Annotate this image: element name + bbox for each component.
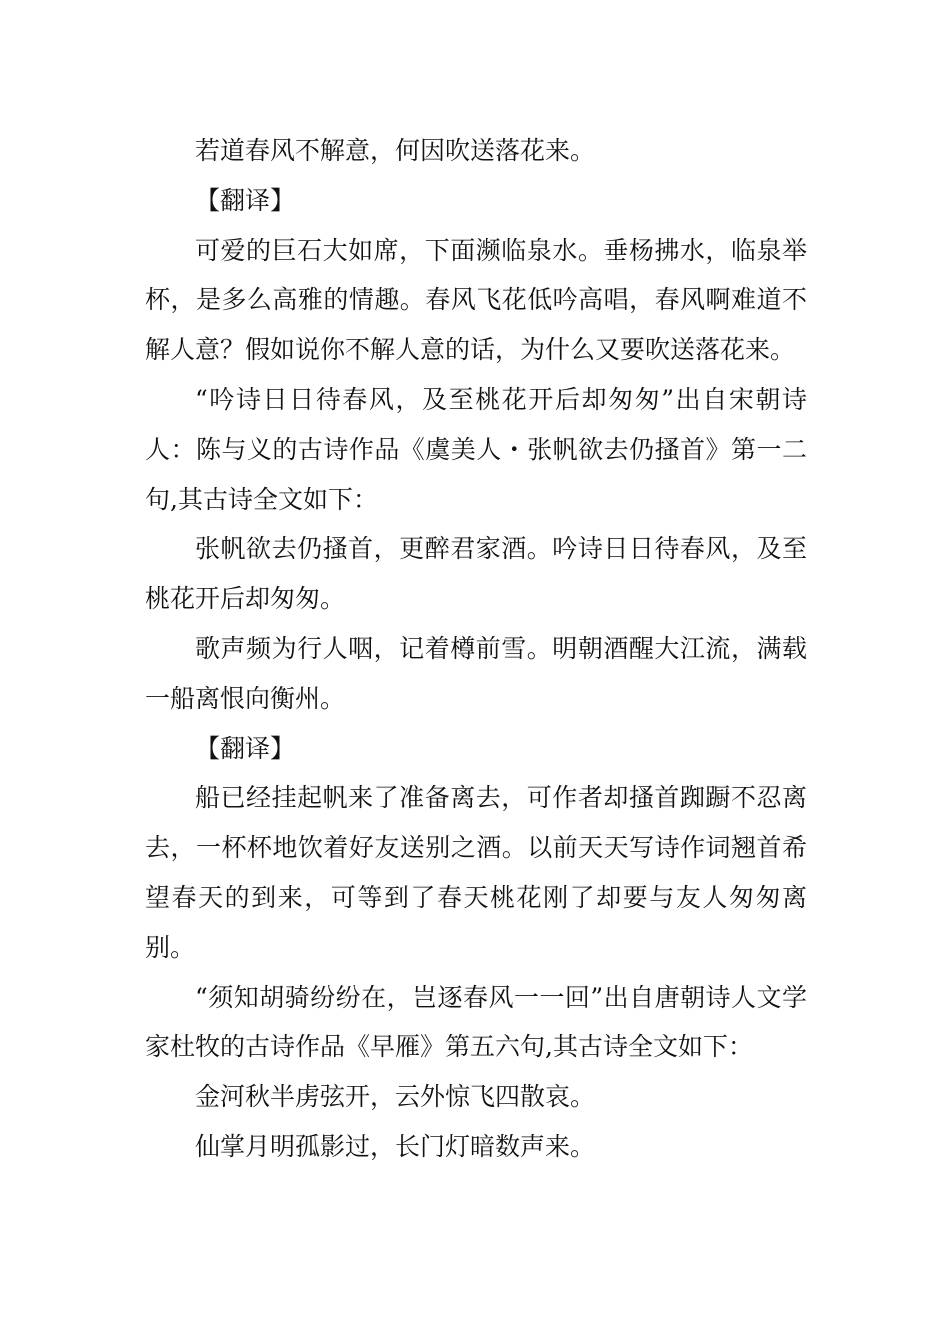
translation-heading: 【翻译】 (195, 733, 296, 763)
translation-paragraph: 船已经挂起帆来了准备离去，可作者却搔首踟蹰不忍离去，一杯杯地饮着好友送别之酒。以前天天写诗作词翘首希望春天的到来，可等到了春天桃花刚了却要与友人匆匆离别。 (145, 783, 807, 962)
source-intro-paragraph: “吟诗日日待春风，及至桃花开后却匆匆”出自宋朝诗人：陈与义的古诗作品《虞美人・张帆欲去仍搔首》第一二句,其古诗全文如下： (145, 384, 807, 514)
source-intro-paragraph: “须知胡骑纷纷在，岂逐春风一一回”出自唐朝诗人文学家杜牧的古诗作品《早雁》第五六句,其古诗全文如下： (145, 982, 807, 1062)
poem-stanza: 张帆欲去仍搔首，更醉君家酒。吟诗日日待春风，及至桃花开后却匆匆。 (145, 534, 807, 614)
translation-paragraph: 可爱的巨石大如席，下面濒临泉水。垂杨拂水，临泉举杯，是多么高雅的情趣。春风飞花低吟高唱，春风啊难道不解人意？假如说你不解人意的话，为什么又要吹送落花来。 (145, 235, 807, 365)
poem-line: 金河秋半虏弦开，云外惊飞四散哀。 (195, 1082, 596, 1112)
translation-heading: 【翻译】 (195, 185, 296, 215)
poem-stanza: 歌声频为行人咽，记着樽前雪。明朝酒醒大江流，满载一船离恨向衡州。 (145, 633, 807, 713)
poem-line-closing: 若道春风不解意，何因吹送落花来。 (195, 136, 596, 165)
poem-line: 仙掌月明孤影过，长门灯暗数声来。 (195, 1131, 596, 1161)
document-page (145, 126, 807, 1172)
